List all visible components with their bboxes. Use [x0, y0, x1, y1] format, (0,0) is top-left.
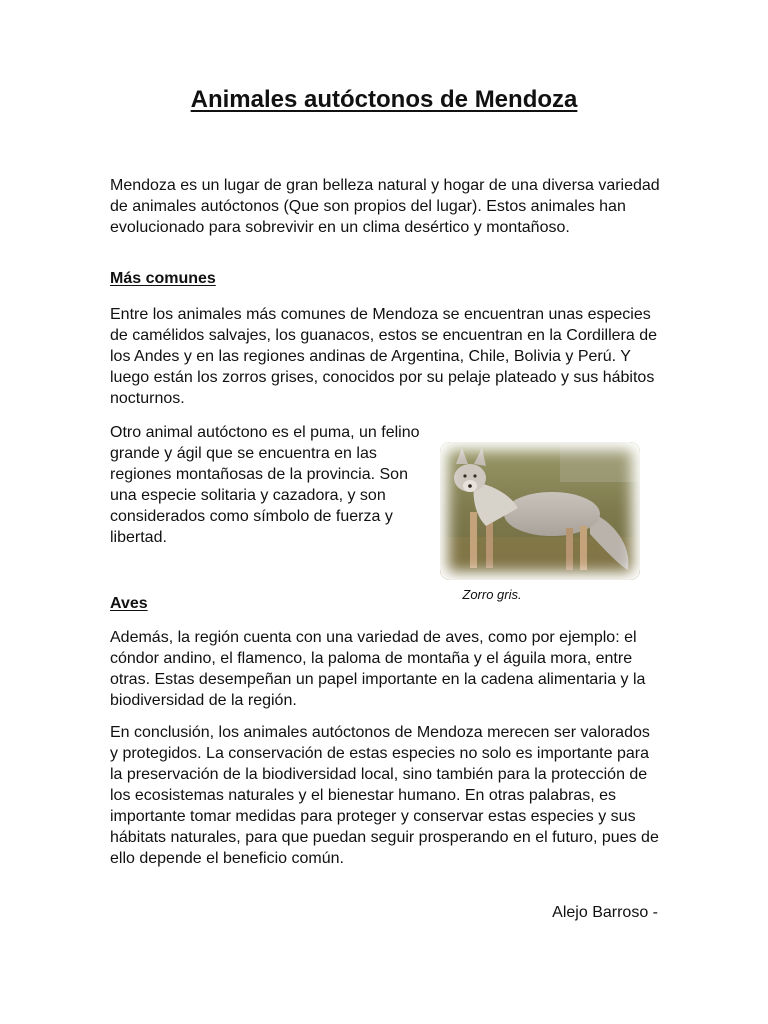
- author-signature: Alejo Barroso -: [552, 904, 658, 921]
- aves-paragraph: Además, la región cuenta con una variedad de aves, como por ejemplo: el cóndor andino, el flamenco, la paloma de montaña y el águila mora, entre otras. Estas desempeñan un papel importante en la cadena alimentaria y la biodiversidad de la región.: [110, 629, 646, 709]
- comunes-paragraph: Entre los animales más comunes de Mendoza se encuentran unas especies de camélidos salvajes, los guanacos, estos se encuentran en la Cordillera de los Andes y en las regiones andinas de Argentina, Chile, Bolivia y Perú. Y luego están los zorros grises, conocidos por su pelaje plateado y sus hábitos nocturnos.: [110, 306, 657, 407]
- gray-fox-photo: [440, 442, 640, 580]
- conclusion-paragraph: En conclusión, los animales autóctonos de Mendoza merecen ser valorados y protegidos. La conservación de estas especies no solo es importante para la preservación de la biodiversidad local, sino también para la protección de los ecosistemas naturales y el bienestar humano. En otras palabras, es importante tomar medidas para proteger y conservar estas especies y sus hábitats naturales, para que puedan seguir prosperando en el futuro, pues de ello depende el beneficio común.: [110, 724, 659, 867]
- intro-paragraph: Mendoza es un lugar de gran belleza natural y hogar de una diversa variedad de animales autóctonos (Que son propios del lugar). Estos animales han evolucionado para sobrevivir en un clima desértico y montañoso.: [110, 177, 660, 236]
- section-heading-aves: Aves: [110, 595, 148, 612]
- page-title: Animales autóctonos de Mendoza: [190, 86, 578, 113]
- photo-caption: Zorro gris.: [462, 587, 522, 602]
- section-heading-comunes: Más comunes: [110, 270, 216, 287]
- puma-paragraph: Otro animal autóctono es el puma, un felino grande y ágil que se encuentra en las regiones montañosas de la provincia. Son una especie solitaria y cazadora, y son considerados como símbolo de fuerza y libertad.: [110, 424, 420, 546]
